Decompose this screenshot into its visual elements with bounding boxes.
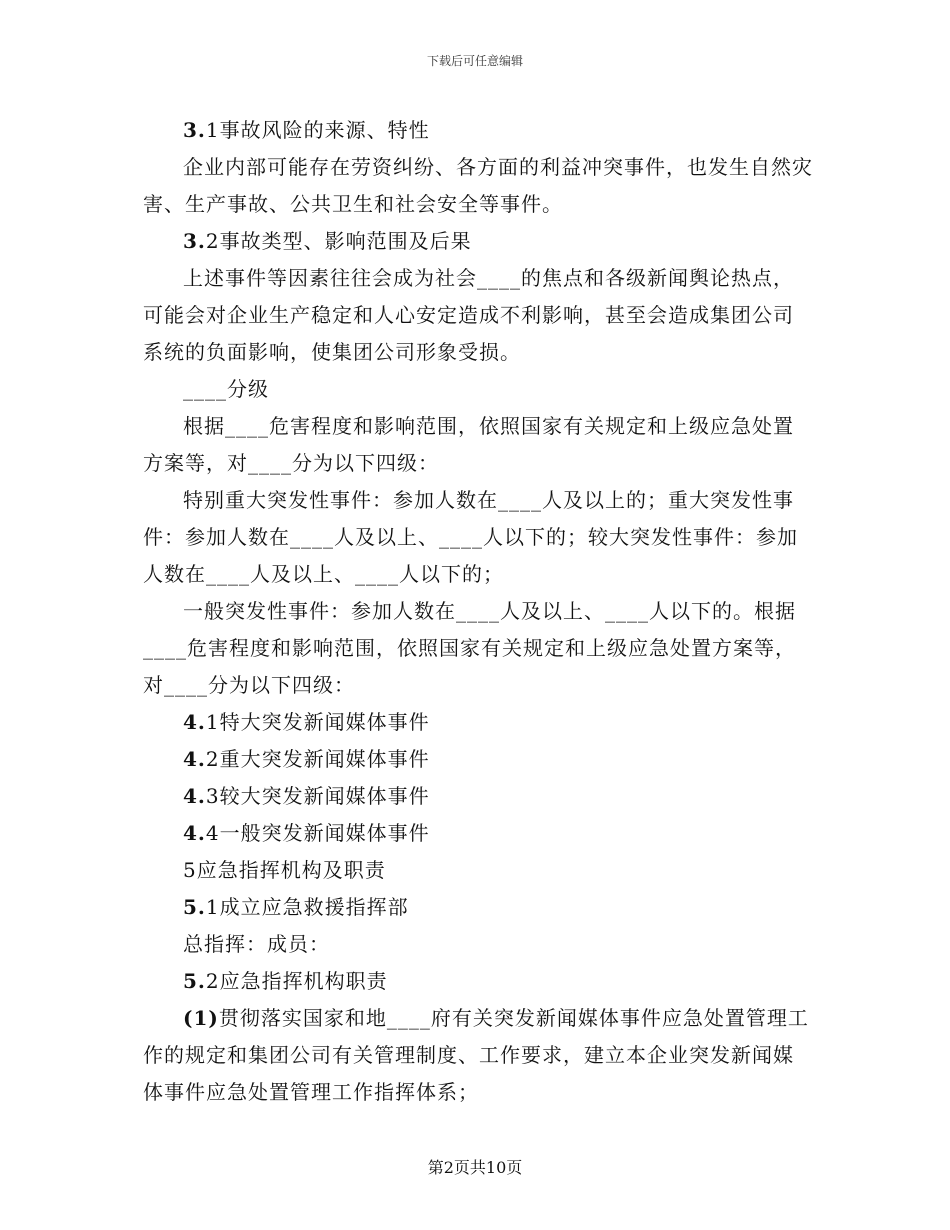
section-heading-grading: ____分级: [183, 377, 269, 401]
section-heading-5: 5应急指挥机构及职责: [183, 858, 386, 882]
paragraph: 一般突发性事件：参加人数在____人及以上、____人以下的。根据____危害程度和影响范围，依照国家有关规定和上级应急处置方案等，对____分为以下四级：: [143, 599, 796, 697]
section-heading-3-2: 3.2事故类型、影响范围及后果: [183, 229, 472, 253]
paragraph: 企业内部可能存在劳资纠纷、各方面的利益冲突事件，也发生自然灾害、生产事故、公共卫生和社会安全等事件。: [143, 155, 813, 216]
paragraph: 特别重大突发性事件：参加人数在____人及以上的；重大突发性事件：参加人数在____人及以上、____人以下的；较大突发性事件：参加人数在____人及以上、____人以下的；: [143, 488, 798, 586]
list-item: (1)贯彻落实国家和地____府有关突发新闻媒体事件应急处置管理工作的规定和集团公司有关管理制度、工作要求，建立本企业突发新闻媒体事件应急处置管理工作指挥体系；: [143, 1006, 809, 1104]
section-heading-4-4: 4.4一般突发新闻媒体事件: [183, 821, 430, 845]
page-footer: 第2页共10页: [427, 1158, 523, 1177]
paragraph: 总指挥：成员：: [183, 932, 330, 956]
section-heading-4-3: 4.3较大突发新闻媒体事件: [183, 784, 430, 808]
section-heading-4-1: 4.1特大突发新闻媒体事件: [183, 710, 430, 734]
document-body: [143, 112, 813, 1111]
paragraph: 根据____危害程度和影响范围，依照国家有关规定和上级应急处置方案等，对____分为以下四级：: [143, 414, 794, 475]
section-heading-3-1: 3.1事故风险的来源、特性: [183, 118, 430, 142]
section-heading-5-2: 5.2应急指挥机构职责: [183, 969, 388, 993]
section-heading-5-1: 5.1成立应急救援指挥部: [183, 895, 409, 919]
paragraph: 上述事件等因素往往会成为社会____的焦点和各级新闻舆论热点，可能会对企业生产稳定和人心安定造成不利影响，甚至会造成集团公司系统的负面影响，使集团公司形象受损。: [143, 266, 794, 364]
page-header: 下载后可任意编辑: [426, 54, 523, 68]
section-heading-4-2: 4.2重大突发新闻媒体事件: [183, 747, 430, 771]
